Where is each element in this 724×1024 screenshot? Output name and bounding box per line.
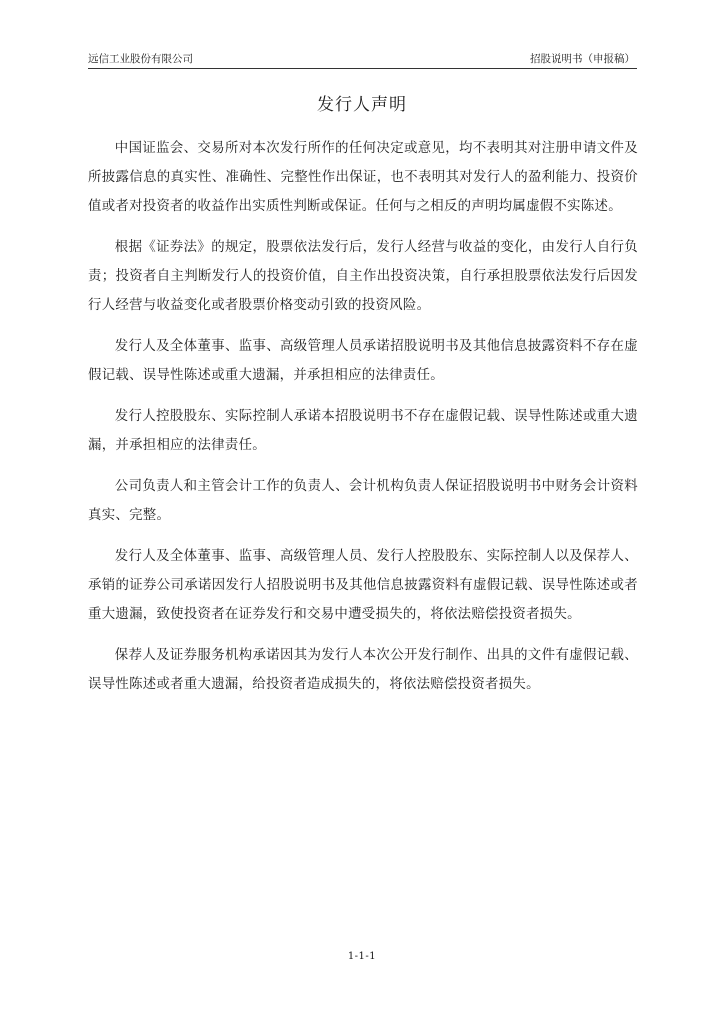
header-document-type: 招股说明书（申报稿）	[530, 53, 635, 65]
paragraph-financial-accuracy: 公司负责人和主管会计工作的负责人、会计机构负责人保证招股说明书中财务会计资料真实、完整。	[88, 479, 638, 523]
paragraph-sponsor-commitment: 保荐人及证券服务机构承诺因其为发行人本次公开发行制作、出具的文件有虚假记载、误导性陈述或者重大遗漏，给投资者造成损失的，将依法赔偿投资者损失。	[88, 648, 638, 692]
page-header	[88, 50, 637, 69]
header-company-name: 远信工业股份有限公司	[88, 53, 193, 65]
paragraph-controlling-shareholder: 发行人控股股东、实际控制人承诺本招股说明书不存在虚假记载、误导性陈述或重大遗漏，并承担相应的法律责任。	[88, 409, 638, 453]
paragraph-directors-commitment: 发行人及全体董事、监事、高级管理人员承诺招股说明书及其他信息披露资料不存在虚假记载、误导性陈述或重大遗漏，并承担相应的法律责任。	[88, 339, 638, 383]
page-title: 发行人声明	[317, 95, 407, 115]
paragraph-csrc-disclaimer: 中国证监会、交易所对本次发行所作的任何决定或意见，均不表明其对注册申请文件及所披露信息的真实性、准确性、完整性作出保证，也不表明其对发行人的盈利能力、投资价值或者对投资者的收益作出实质性判断或保证。任何与之相反的声明均属虚假不实陈述。	[88, 141, 638, 214]
paragraph-securities-law: 根据《证券法》的规定，股票依法发行后，发行人经营与收益的变化，由发行人自行负责；投资者自主判断发行人的投资价值，自主作出投资决策，自行承担股票依法发行后因发行人经营与收益变化或者股票价格变动引致的投资风险。	[88, 240, 638, 313]
paragraph-compensation-commitment: 发行人及全体董事、监事、高级管理人员、发行人控股股东、实际控制人以及保荐人、承销的证券公司承诺因发行人招股说明书及其他信息披露资料有虚假记载、误导性陈述或者重大遗漏，致使投资者在证券发行和交易中遭受损失的，将依法赔偿投资者损失。	[88, 549, 638, 622]
page-number: 1-1-1	[347, 951, 377, 962]
statement-body	[88, 134, 638, 711]
